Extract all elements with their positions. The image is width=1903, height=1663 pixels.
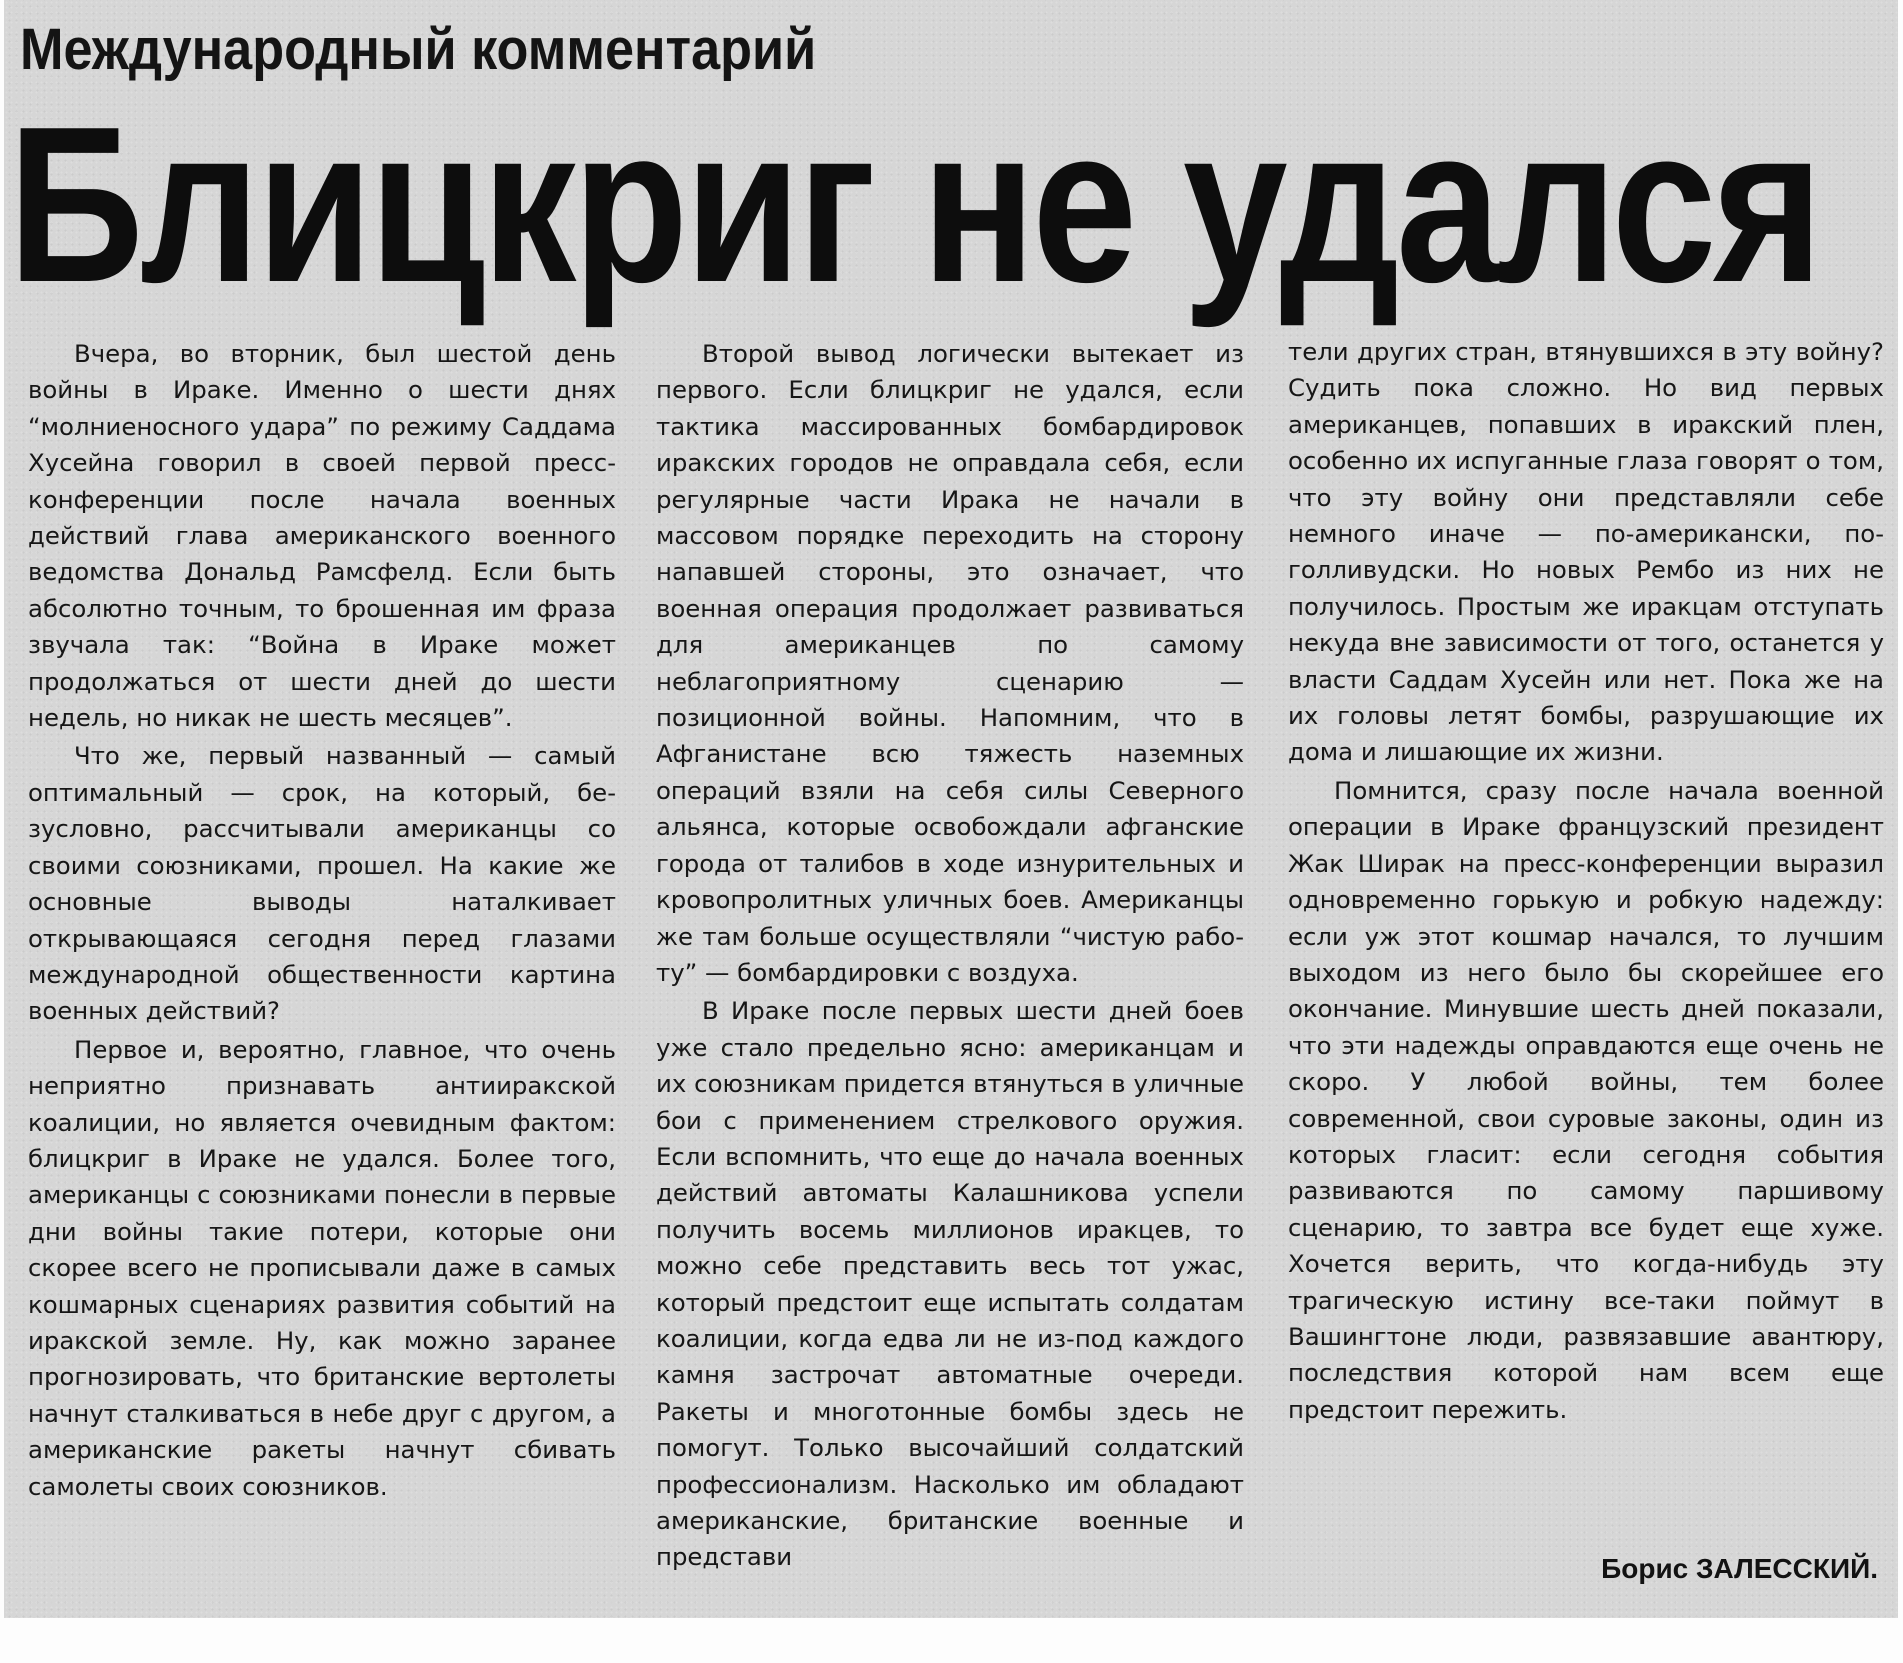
paragraph: Второй вывод логически вытекает из первого. Если блицкриг не удался, если тактика массированных бомбардировок иракских городов не оправдала себя, если регулярные части Ирака не начали в массовом порядке переходить на сторону напавшей стороны, это означает, что военная операция продолжает развиваться для американцев по самому неблагоприятному сценарию — позиционной войны. Напомним, что в Афганистане всю тяжесть наземных операций взяли на себя силы Северного альянса, которые освобождали афганские города от талибов в ходе изнурительных и кровопролитных уличных боев. Американцы же там больше осуществляли “чистую работу” — бомбардировки с воздуха. <box>656 339 1244 987</box>
paragraph: Что же, первый названный — самый оптимальный — срок, на который, безусловно, рассчитывали американцы со своими союзниками, прошел. На какие же основные выводы наталкивает открывающаяся сегодня перед глазами международной общественности картина военных действий? <box>28 741 616 1026</box>
article-column-2 <box>656 336 1244 1576</box>
rubric-title: Международный комментарий <box>20 17 817 82</box>
author-byline: Борис ЗАЛЕССКИЙ. <box>1601 1553 1878 1584</box>
paragraph: Помнится, сразу после начала военной операции в Ираке французский президент Жак Ширак на пресс-конференции выразил одновременно горькую и робкую надежду: если уж этот кошмар начался, то лучшим выходом из него было бы скорейшее его окончание. Минувшие шесть дней показали, что эти надежды оправдаются еще очень не скоро. У любой войны, тем более современной, свои суровые законы, один из которых гласит: если сегодня события развиваются по самому паршивому сценарию, то завтра все будет еще хуже. Хочется верить, что когда-нибудь эту трагическую истину все-таки поймут в Вашингтоне люди, развязавшие авантюру, последствия которой нам всем еще предстоит пережить. <box>1288 775 1884 1424</box>
article-column-3 <box>1288 334 1884 1428</box>
newspaper-clipping <box>4 0 1898 1618</box>
paragraph: Вчера, во вторник, был шестой день войны в Ираке. Именно о шести днях “молниеносного удара” по режиму Саддама Хусейна говорил в своей первой пресс-конференции после начала военных действий глава американского военного ведомства Дональд Рамсфелд. Если быть абсолютно точным, то брошенная им фраза звучала так: “Война в Ираке может продолжаться от шести дней до шести недель, но никак не шесть месяцев”. <box>28 339 616 733</box>
article-headline: Блицкриг не удался <box>8 81 1820 329</box>
paragraph: В Ираке после первых шести дней боев уже стало предельно ясно: американцам и их союзникам придется втянуться в уличные бои с применением стрелкового оружия. Если вспомнить, что еще до начала военных действий автоматы Калашникова успели получить восемь миллионов иракцев, то можно себе представить весь тот ужас, который предстоит еще испытать солдатам коалиции, когда едва ли не из-под каждого камня застрочат автоматные очереди. Ракеты и многотонные бомбы здесь не помогут. Только высочайший солдатский профессионализм. Насколько им обладают американские, британские военные и представи <box>656 996 1244 1572</box>
paragraph: тели других стран, втянувшихся в эту войну? Судить пока сложно. Но вид первых американцев, попавших в иракский плен, особенно их испуганные глаза говорят о том, что эту войну они представляли себе немного иначе — по-американски, поголливудски. Но новых Рембо из них не получилось. Простым же иракцам отступать некуда вне зависимости от того, останется у власти Саддам Хусейн или нет. Пока же на их головы летят бомбы, разрушающие их дома и лишающие их жизни. <box>1288 337 1884 767</box>
article-column-1 <box>28 336 616 1505</box>
paragraph: Первое и, вероятно, главное, что очень неприятно признавать антииракской коалиции, но является очевидным фактом: блицкриг в Ираке не удался. Более того, американцы с союзниками понесли в первые дни войны такие потери, которые они скорее всего не прописывали даже в самых кошмарных сценариях развития событий на иракской земле. Ну, как можно заранее прогнозировать, что британские вертолеты начнут сталкиваться в небе друг с другом, а американские ракеты начнут сбивать самолеты своих союзников. <box>28 1034 616 1501</box>
